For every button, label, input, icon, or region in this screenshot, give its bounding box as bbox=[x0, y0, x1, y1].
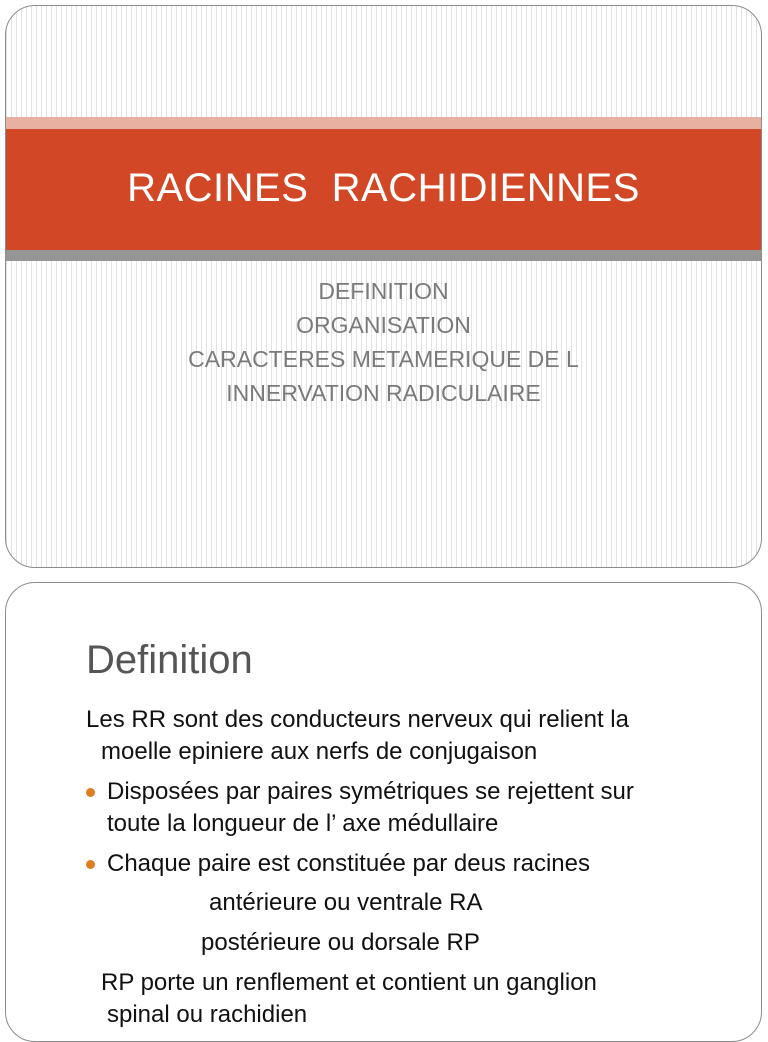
bullet-icon bbox=[86, 860, 95, 869]
indented-line: antérieure ou ventrale RA bbox=[209, 889, 483, 916]
subtitle-line: INNERVATION RADICULAIRE bbox=[226, 380, 541, 406]
content-slide bbox=[5, 582, 762, 1042]
title-slide bbox=[5, 5, 762, 568]
paragraph-line: Les RR sont des conducteurs nerveux qui relient la bbox=[86, 706, 629, 733]
paragraph-line: spinal ou rachidien bbox=[107, 1001, 308, 1028]
subtitle-line: ORGANISATION bbox=[296, 312, 471, 338]
bullet-line: Disposées par paires symétriques se rejettent sur bbox=[107, 778, 634, 805]
slide-subtitle bbox=[6, 274, 761, 410]
section-heading: Definition bbox=[86, 638, 253, 682]
paragraph-line: moelle epiniere aux nerfs de conjugaison bbox=[101, 738, 538, 765]
title-band-bottom-separator bbox=[6, 250, 761, 261]
indented-line: postérieure ou dorsale RP bbox=[201, 929, 480, 956]
title-band-top-accent bbox=[6, 117, 761, 129]
bullet-line: Chaque paire est constituée par deus racines bbox=[107, 850, 590, 877]
subtitle-line: DEFINITION bbox=[318, 278, 449, 304]
bullet-icon bbox=[86, 788, 95, 797]
bullet-line: toute la longueur de l’ axe médullaire bbox=[107, 810, 499, 837]
subtitle-line: CARACTERES METAMERIQUE DE L bbox=[188, 346, 579, 372]
slide-title: RACINES RACHIDIENNES bbox=[127, 166, 640, 210]
paragraph-line: RP porte un renflement et contient un ganglion bbox=[101, 969, 597, 996]
